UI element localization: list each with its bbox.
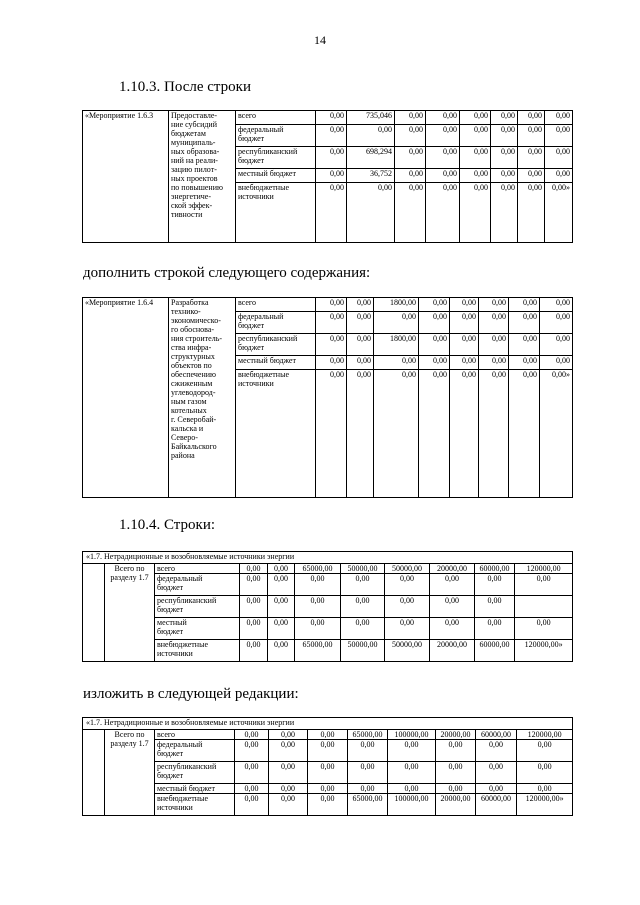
blank-cell: [83, 730, 105, 816]
value-cell: 0,00: [479, 370, 509, 498]
value-cell: 0,00: [479, 312, 509, 334]
value-cell: 0,00: [347, 312, 374, 334]
value-cell: 0,00: [491, 169, 518, 183]
table-section-1-7-old: [82, 551, 573, 662]
value-cell: 0,00: [235, 740, 269, 762]
value-cell: 0,00: [475, 574, 515, 596]
value-cell: 0,00: [540, 356, 573, 370]
value-cell: 0,00: [269, 730, 308, 740]
value-cell: 0,00: [347, 370, 374, 498]
value-cell: 0,00: [268, 596, 295, 618]
value-cell: 735,046: [347, 111, 395, 125]
funding-source-cell: местный бюджет: [236, 169, 316, 183]
value-cell: 60000,00: [476, 730, 517, 740]
value-cell: 0,00: [545, 169, 573, 183]
value-cell: 65000,00: [348, 730, 388, 740]
value-cell: 0,00: [316, 111, 347, 125]
value-cell: 0,00: [509, 370, 540, 498]
value-cell: 0,00: [240, 618, 268, 640]
value-cell: 65000,00: [295, 564, 341, 574]
value-cell: 0,00: [374, 370, 419, 498]
measure-number-cell: «Мероприятие 1.6.4: [83, 298, 169, 498]
value-cell: 0,00: [316, 183, 347, 243]
funding-source-cell: внебюджетные источники: [155, 794, 235, 816]
value-cell: 0,00: [347, 183, 395, 243]
section-total-label-cell: Всего по разделу 1.7: [105, 730, 155, 816]
table-measure-1-6-4: [82, 297, 573, 498]
value-cell: 20000,00: [430, 564, 475, 574]
value-cell: 0,00: [450, 370, 479, 498]
table-row: [83, 298, 573, 312]
value-cell: 0,00: [269, 762, 308, 784]
value-cell: 50000,00: [385, 640, 430, 662]
paragraph-add-row: дополнить строкой следующего содержания:: [83, 265, 371, 281]
value-cell: 0,00: [268, 640, 295, 662]
value-cell: 65000,00: [295, 640, 341, 662]
value-cell: 0,00: [509, 312, 540, 334]
value-cell: 0,00: [240, 564, 268, 574]
value-cell: 0,00: [426, 169, 460, 183]
value-cell: 0,00: [388, 784, 436, 794]
value-cell: 0,00: [395, 169, 426, 183]
value-cell: 0,00: [545, 147, 573, 169]
table-row: [83, 574, 573, 596]
value-cell: 0,00: [475, 596, 515, 618]
value-cell: 0,00: [395, 183, 426, 243]
paragraph-new-edition: изложить в следующей редакции:: [83, 686, 299, 702]
value-cell: 0,00: [540, 298, 573, 312]
value-cell: 0,00: [450, 356, 479, 370]
value-cell: 0,00: [308, 794, 348, 816]
value-cell: 0,00: [509, 334, 540, 356]
funding-source-cell: всего: [236, 111, 316, 125]
value-cell: 0,00: [374, 356, 419, 370]
value-cell: 60000,00: [476, 794, 517, 816]
value-cell: 0,00: [347, 356, 374, 370]
value-cell: 0,00: [348, 762, 388, 784]
value-cell: 50000,00: [385, 564, 430, 574]
value-cell: 0,00: [509, 298, 540, 312]
value-cell: 0,00: [517, 740, 573, 762]
funding-source-cell: республиканский бюджет: [236, 147, 316, 169]
value-cell: 0,00: [341, 574, 385, 596]
table-row: [83, 730, 573, 740]
value-cell: 0,00: [316, 334, 347, 356]
value-cell: 0,00»: [545, 183, 573, 243]
value-cell: 0,00: [308, 730, 348, 740]
value-cell: 0,00: [235, 794, 269, 816]
value-cell: 0,00: [240, 596, 268, 618]
value-cell: 0,00: [348, 740, 388, 762]
value-cell: 0,00: [509, 356, 540, 370]
blank-cell: [83, 564, 105, 662]
value-cell: 0,00: [341, 618, 385, 640]
value-cell: 0,00: [518, 183, 545, 243]
value-cell: 0,00: [518, 147, 545, 169]
value-cell: 0,00: [235, 784, 269, 794]
value-cell: 0,00: [491, 111, 518, 125]
section-title-cell: «1.7. Нетрадиционные и возобновляемые источники энергии: [83, 552, 573, 564]
funding-source-cell: всего: [236, 298, 316, 312]
value-cell: 60000,00: [475, 640, 515, 662]
value-cell: 0,00: [385, 596, 430, 618]
value-cell: 100000,00: [388, 730, 436, 740]
value-cell: 0,00: [341, 596, 385, 618]
value-cell: 0,00: [540, 334, 573, 356]
value-cell: 0,00: [518, 125, 545, 147]
value-cell: 120000,00: [517, 730, 573, 740]
value-cell: 0,00: [269, 784, 308, 794]
value-cell: 36,752: [347, 169, 395, 183]
value-cell: 0,00: [316, 147, 347, 169]
funding-source-cell: местный бюджет: [155, 784, 235, 794]
value-cell: 0,00: [475, 618, 515, 640]
value-cell: 0,00»: [540, 370, 573, 498]
funding-source-cell: всего: [155, 730, 235, 740]
value-cell: 0,00: [385, 618, 430, 640]
value-cell: 0,00: [235, 762, 269, 784]
value-cell: 0,00: [316, 356, 347, 370]
section-total-label-cell: Всего по разделу 1.7: [105, 564, 155, 662]
table-row: [83, 564, 573, 574]
table-row: [83, 740, 573, 762]
value-cell: 0,00: [374, 312, 419, 334]
section-header-row: [83, 552, 573, 564]
value-cell: 0,00: [436, 740, 476, 762]
value-cell: 0,00: [419, 356, 450, 370]
value-cell: 0,00: [450, 334, 479, 356]
value-cell: 0,00: [388, 762, 436, 784]
value-cell: 0,00: [347, 334, 374, 356]
value-cell: 60000,00: [475, 564, 515, 574]
value-cell: 0,00: [419, 298, 450, 312]
value-cell: 0,00: [235, 730, 269, 740]
value-cell: 0,00: [268, 564, 295, 574]
funding-source-cell: республиканский бюджет: [155, 596, 240, 618]
value-cell: 0,00: [426, 183, 460, 243]
value-cell: 0,00: [479, 356, 509, 370]
value-cell: 65000,00: [348, 794, 388, 816]
table-measure-1-6-3: [82, 110, 573, 243]
value-cell: 0,00: [460, 169, 491, 183]
value-cell: 0,00: [347, 125, 395, 147]
value-cell: 120000,00: [515, 564, 573, 574]
funding-source-cell: федеральный бюджет: [236, 312, 316, 334]
value-cell: 0,00: [476, 784, 517, 794]
value-cell: 0,00: [476, 762, 517, 784]
value-cell: 0,00: [269, 794, 308, 816]
value-cell: 0,00: [316, 298, 347, 312]
table-row: [83, 640, 573, 662]
value-cell: 0,00: [430, 574, 475, 596]
value-cell: 0,00: [426, 111, 460, 125]
value-cell: 0,00: [426, 147, 460, 169]
funding-source-cell: федеральный бюджет: [155, 740, 235, 762]
value-cell: 0,00: [268, 618, 295, 640]
value-cell: [515, 596, 573, 618]
value-cell: 0,00: [460, 125, 491, 147]
value-cell: 0,00: [308, 784, 348, 794]
funding-source-cell: республиканский бюджет: [155, 762, 235, 784]
value-cell: 0,00: [545, 125, 573, 147]
funding-source-cell: местный бюджет: [236, 356, 316, 370]
value-cell: 0,00: [347, 298, 374, 312]
funding-source-cell: местный бюджет: [155, 618, 240, 640]
value-cell: 0,00: [450, 312, 479, 334]
value-cell: 0,00: [295, 618, 341, 640]
table-row: [83, 784, 573, 794]
value-cell: 0,00: [295, 574, 341, 596]
value-cell: 0,00: [240, 640, 268, 662]
value-cell: 0,00: [308, 762, 348, 784]
value-cell: 698,294: [347, 147, 395, 169]
value-cell: 0,00: [517, 784, 573, 794]
value-cell: 1800,00: [374, 298, 419, 312]
value-cell: 0,00: [269, 740, 308, 762]
funding-source-cell: внебюджетные источники: [236, 183, 316, 243]
value-cell: 0,00: [419, 370, 450, 498]
heading-1-10-3: 1.10.3. После строки: [119, 79, 251, 95]
value-cell: 120000,00»: [515, 640, 573, 662]
table-row: [83, 762, 573, 784]
funding-source-cell: всего: [155, 564, 240, 574]
value-cell: 0,00: [518, 111, 545, 125]
funding-source-cell: федеральный бюджет: [236, 125, 316, 147]
value-cell: 20000,00: [436, 794, 476, 816]
value-cell: 0,00: [479, 334, 509, 356]
value-cell: 0,00: [515, 618, 573, 640]
value-cell: 0,00: [436, 784, 476, 794]
value-cell: 0,00: [430, 596, 475, 618]
value-cell: 1800,00: [374, 334, 419, 356]
value-cell: 0,00: [491, 147, 518, 169]
section-title-cell: «1.7. Нетрадиционные и возобновляемые источники энергии: [83, 718, 573, 730]
value-cell: 120000,00»: [517, 794, 573, 816]
value-cell: 0,00: [491, 125, 518, 147]
value-cell: 0,00: [436, 762, 476, 784]
value-cell: 0,00: [316, 169, 347, 183]
value-cell: 0,00: [517, 762, 573, 784]
measure-number-cell: «Мероприятие 1.6.3: [83, 111, 169, 243]
heading-1-10-4: 1.10.4. Строки:: [119, 517, 216, 533]
value-cell: 0,00: [348, 784, 388, 794]
value-cell: 0,00: [295, 596, 341, 618]
value-cell: 0,00: [316, 370, 347, 498]
value-cell: 0,00: [479, 298, 509, 312]
value-cell: 20000,00: [436, 730, 476, 740]
value-cell: 50000,00: [341, 640, 385, 662]
value-cell: 0,00: [460, 147, 491, 169]
table-row: [83, 596, 573, 618]
value-cell: 20000,00: [430, 640, 475, 662]
page-number: 14: [314, 33, 326, 47]
value-cell: 0,00: [316, 125, 347, 147]
value-cell: 0,00: [460, 111, 491, 125]
value-cell: 0,00: [476, 740, 517, 762]
value-cell: 0,00: [540, 312, 573, 334]
value-cell: 0,00: [419, 334, 450, 356]
funding-source-cell: федеральный бюджет: [155, 574, 240, 596]
value-cell: 0,00: [395, 147, 426, 169]
value-cell: 0,00: [430, 618, 475, 640]
value-cell: 50000,00: [341, 564, 385, 574]
value-cell: 0,00: [450, 298, 479, 312]
funding-source-cell: республиканский бюджет: [236, 334, 316, 356]
value-cell: 0,00: [388, 740, 436, 762]
value-cell: 100000,00: [388, 794, 436, 816]
value-cell: 0,00: [316, 312, 347, 334]
value-cell: 0,00: [419, 312, 450, 334]
value-cell: 0,00: [426, 125, 460, 147]
value-cell: 0,00: [515, 574, 573, 596]
value-cell: 0,00: [545, 111, 573, 125]
measure-description-cell: Разработка технико- экономическо- го обоснова- ния строитель- ства инфра- структурных объектов по обеспечению сжиженным углеводород- ным газом котельных г. Северобай- кальска и Северо- Байкальского района: [169, 298, 236, 498]
value-cell: 0,00: [491, 183, 518, 243]
value-cell: 0,00: [460, 183, 491, 243]
table-row: [83, 111, 573, 125]
value-cell: 0,00: [268, 574, 295, 596]
table-section-1-7-new: [82, 717, 573, 816]
funding-source-cell: внебюджетные источники: [155, 640, 240, 662]
value-cell: 0,00: [385, 574, 430, 596]
value-cell: 0,00: [518, 169, 545, 183]
value-cell: 0,00: [240, 574, 268, 596]
value-cell: 0,00: [395, 111, 426, 125]
funding-source-cell: внебюджетные источники: [236, 370, 316, 498]
table-row: [83, 618, 573, 640]
value-cell: 0,00: [395, 125, 426, 147]
table-row: [83, 794, 573, 816]
section-header-row: [83, 718, 573, 730]
value-cell: 0,00: [308, 740, 348, 762]
measure-description-cell: Предоставле- ние субсидий бюджетам муниципаль- ных образова- ний на реали- зацию пилот- ных проектов по повышению энергетиче- ской эффек- тивности: [169, 111, 236, 243]
